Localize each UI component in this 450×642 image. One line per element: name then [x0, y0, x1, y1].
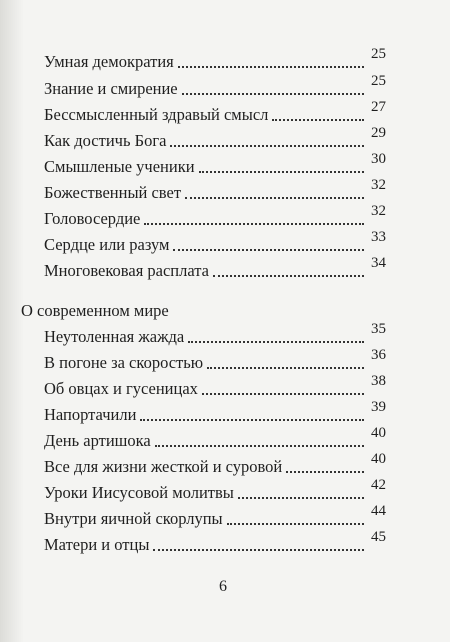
toc-entry: [44, 477, 386, 503]
toc-leader-dots: [178, 66, 364, 68]
toc-entry-page: 25: [371, 73, 386, 89]
toc-entry-title: Сердце или разум: [44, 235, 170, 254]
toc-leader-dots: [140, 419, 364, 421]
toc-entry: [44, 347, 386, 373]
toc-leader-dots: [199, 171, 364, 173]
toc-entry-page: 32: [371, 203, 386, 219]
toc-entry: [44, 73, 386, 99]
toc-entry-title: Об овцах и гусеницах: [44, 379, 198, 398]
toc-entry: [44, 46, 386, 72]
toc-entry-page: 39: [371, 399, 386, 415]
toc-entry-title: Знание и смирение: [44, 79, 178, 98]
toc-entry-page: 44: [371, 503, 386, 519]
toc-entry: [44, 229, 386, 255]
toc-entry-title: Все для жизни жесткой и суровой: [44, 457, 283, 476]
toc-entry-page: 42: [371, 477, 386, 493]
toc-entry-page: 40: [371, 451, 386, 467]
toc-entry: [44, 425, 386, 451]
toc-entry: [44, 399, 386, 425]
toc-entry: [44, 529, 386, 555]
toc-entry-page: 33: [371, 229, 386, 245]
toc-entry: [44, 451, 386, 477]
toc-entry-page: 38: [371, 373, 386, 389]
toc-entry: [44, 203, 386, 229]
toc-leader-dots: [286, 471, 364, 473]
toc-entry-title: Бессмысленный здравый смысл: [44, 105, 269, 124]
toc-leader-dots: [144, 223, 364, 225]
toc-entry-page: 35: [371, 321, 386, 337]
toc-entry-title: Уроки Иисусовой молитвы: [44, 483, 234, 502]
toc-entry-title: Напортачили: [44, 405, 137, 424]
toc-leader-dots: [173, 249, 364, 251]
toc-entry: [44, 503, 386, 529]
toc-leader-dots: [185, 197, 364, 199]
toc-entry-page: 32: [371, 177, 386, 193]
toc-entry-title: Головосердие: [44, 209, 141, 228]
toc-entry-page: 29: [371, 125, 386, 141]
toc-entry-title: День артишока: [44, 431, 151, 450]
toc-leader-dots: [153, 549, 364, 551]
toc-entry-title: Многовековая расплата: [44, 261, 210, 280]
page-edge-shadow: [0, 0, 24, 642]
toc-entry-title: Смышленые ученики: [44, 157, 195, 176]
toc-entry: [44, 125, 386, 151]
toc-entry-title: Внутри яичной скорлупы: [44, 509, 223, 528]
toc-entry: [44, 255, 386, 281]
toc-entry-title: Божественный свет: [44, 183, 182, 202]
toc-leader-dots: [213, 275, 364, 277]
toc-entry-title: Как достичь Бога: [44, 131, 167, 150]
toc-entry-page: 25: [371, 46, 386, 62]
toc-leader-dots: [182, 93, 364, 95]
page-number: 6: [219, 578, 227, 595]
toc-leader-dots: [188, 341, 364, 343]
toc-entry-title: Неутоленная жажда: [44, 327, 185, 346]
toc-entry-page: 45: [371, 529, 386, 545]
toc-leader-dots: [170, 145, 364, 147]
toc-entry-page: 27: [371, 99, 386, 115]
toc-leader-dots: [155, 445, 364, 447]
toc-entry: [44, 373, 386, 399]
toc-leader-dots: [227, 523, 364, 525]
toc-entry: [44, 99, 386, 125]
toc-leader-dots: [272, 119, 364, 121]
toc-entry-page: 34: [371, 255, 386, 271]
toc-section-title: О современном мире: [21, 301, 169, 320]
toc-entry-title: Умная демократия: [44, 52, 174, 71]
toc-entry-title: В погоне за скоростью: [44, 353, 204, 372]
toc-entry: [44, 177, 386, 203]
toc-leader-dots: [202, 393, 364, 395]
toc-leader-dots: [207, 367, 364, 369]
toc-entry: [44, 321, 386, 347]
toc-entry-page: 40: [371, 425, 386, 441]
toc-entry-page: 30: [371, 151, 386, 167]
toc-entry-title: Матери и отцы: [44, 535, 150, 554]
toc-leader-dots: [238, 497, 364, 499]
toc-entry: [44, 151, 386, 177]
toc-entry-page: 36: [371, 347, 386, 363]
